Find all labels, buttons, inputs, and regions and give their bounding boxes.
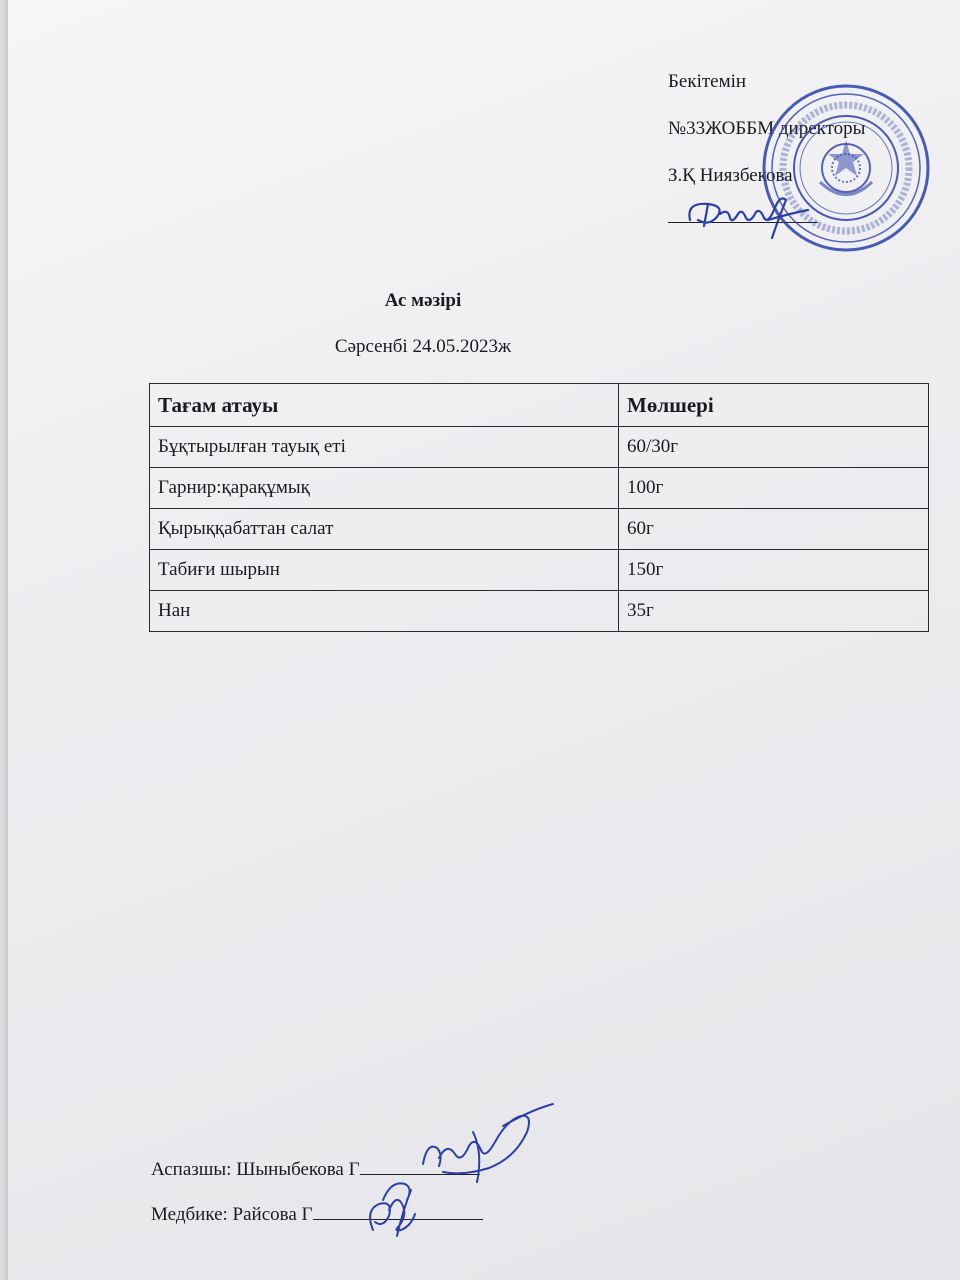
dish-name: Бұқтырылған тауық еті bbox=[150, 427, 619, 468]
table-row bbox=[150, 468, 929, 509]
column-header-dish: Тағам атауы bbox=[150, 384, 619, 427]
approval-heading: Бекітемін bbox=[668, 71, 747, 92]
dish-name: Қырыққабаттан салат bbox=[150, 509, 619, 550]
approval-name: З.Қ Ниязбекова bbox=[668, 165, 793, 186]
dish-amount: 150г bbox=[619, 550, 929, 591]
menu-table bbox=[149, 383, 929, 632]
table-row bbox=[150, 509, 929, 550]
table-header-row bbox=[150, 384, 929, 427]
dish-amount: 60/30г bbox=[619, 427, 929, 468]
table-row bbox=[150, 427, 929, 468]
cook-label: Аспазшы: Шыныбекова Г bbox=[151, 1159, 360, 1180]
document-page bbox=[8, 0, 960, 1280]
approval-position: №33ЖОББМ директоры bbox=[668, 118, 866, 139]
dish-name: Нан bbox=[150, 591, 619, 632]
director-signature bbox=[668, 180, 818, 250]
date-line: Сәрсенбі 24.05.2023ж bbox=[334, 336, 512, 357]
column-header-amount: Мөлшері bbox=[619, 384, 929, 427]
table-row bbox=[150, 550, 929, 591]
dish-amount: 100г bbox=[619, 468, 929, 509]
dish-name: Табиғи шырын bbox=[150, 550, 619, 591]
table-row bbox=[150, 591, 929, 632]
page-title: Ас мәзірі bbox=[384, 290, 462, 311]
dish-amount: 35г bbox=[619, 591, 929, 632]
nurse-label: Медбике: Райсова Г bbox=[151, 1204, 313, 1225]
dish-name: Гарнир:қарақұмық bbox=[150, 468, 619, 509]
dish-amount: 60г bbox=[619, 509, 929, 550]
nurse-signature bbox=[353, 1170, 433, 1240]
